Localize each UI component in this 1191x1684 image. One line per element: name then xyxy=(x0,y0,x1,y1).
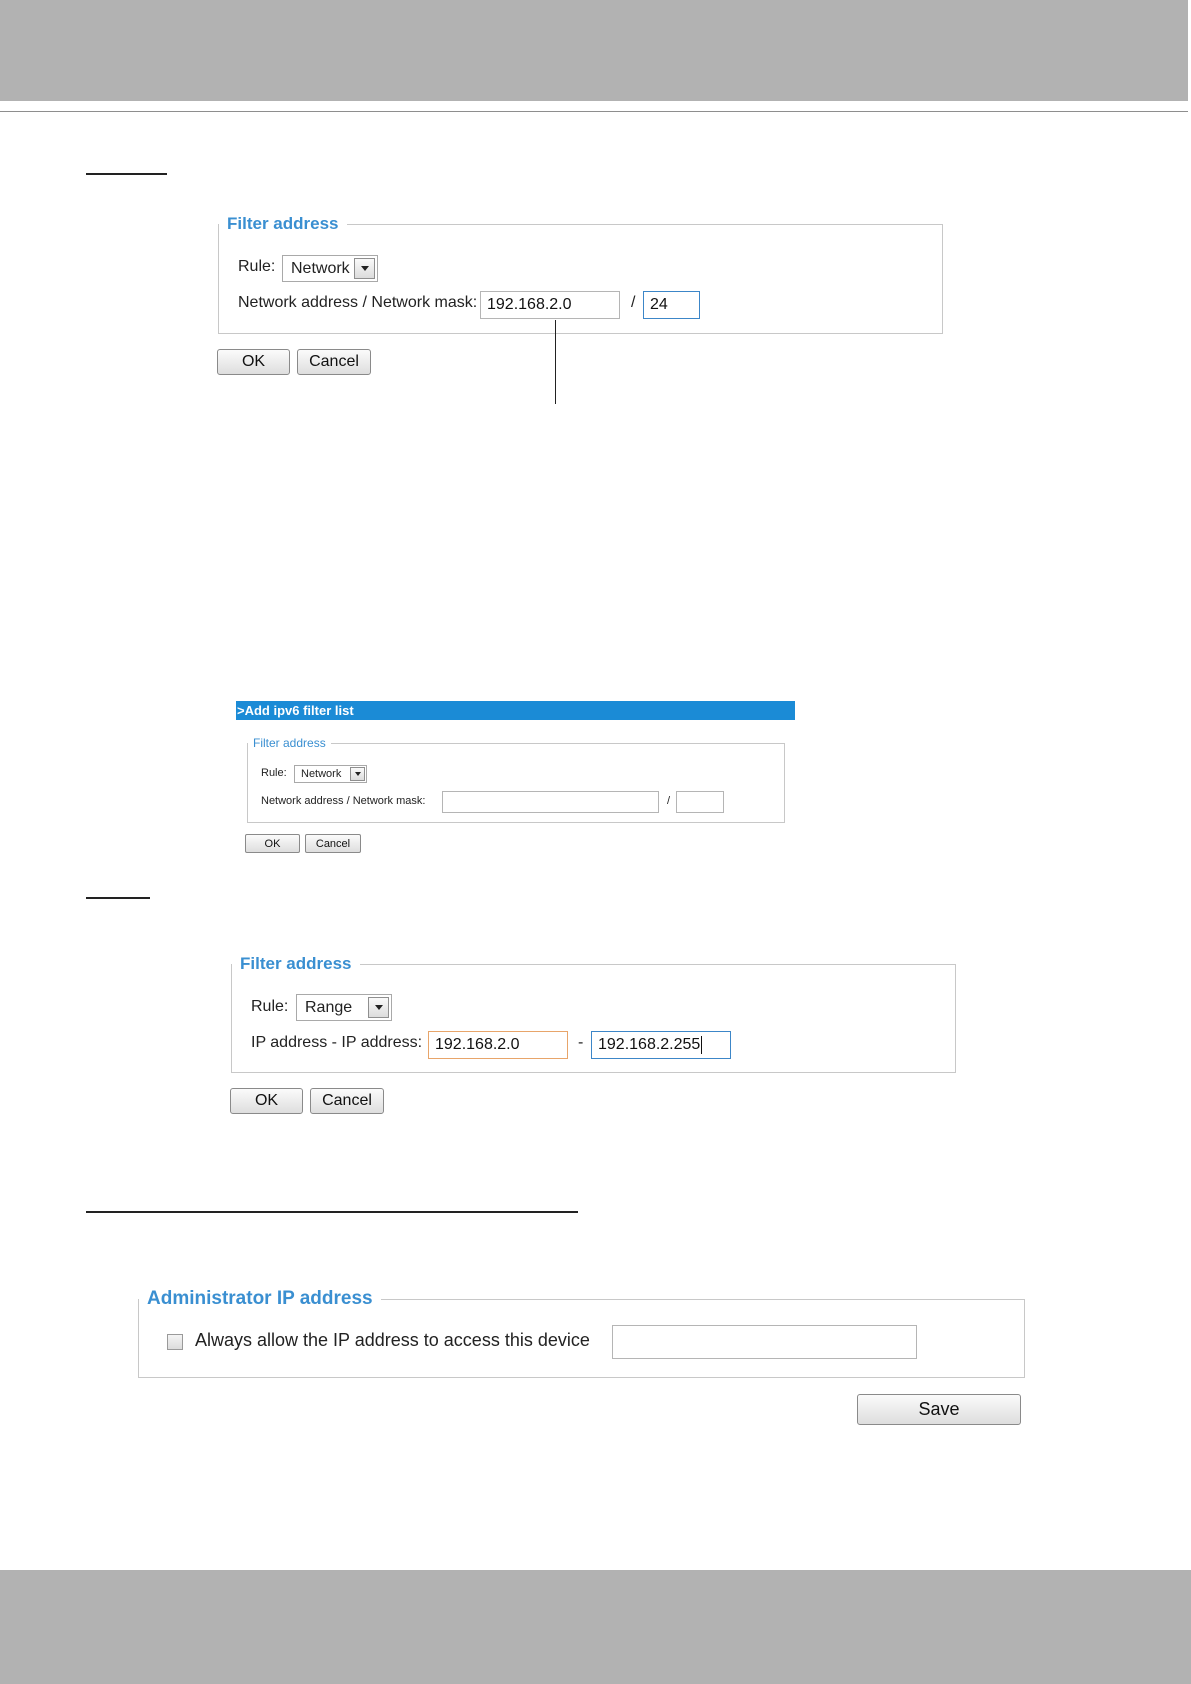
ip-end-value: 192.168.2.255 xyxy=(598,1036,701,1053)
network-address-input[interactable] xyxy=(480,291,620,319)
ip-start-input[interactable] xyxy=(428,1031,568,1059)
ok-button[interactable]: OK xyxy=(245,834,300,853)
save-button[interactable]: Save xyxy=(857,1394,1021,1425)
rule-select-value: Network xyxy=(301,768,342,780)
network-address-input[interactable] xyxy=(442,791,659,813)
mask-separator: / xyxy=(667,795,671,807)
ok-button[interactable]: OK xyxy=(217,349,290,375)
rule-label: Rule: xyxy=(238,258,276,275)
ip-end-input[interactable] xyxy=(591,1031,731,1059)
ipv6-filter-header: >Add ipv6 filter list xyxy=(236,701,795,720)
always-allow-checkbox[interactable] xyxy=(167,1334,183,1350)
callout-line xyxy=(555,320,556,404)
ip-range-label: IP address - IP address: xyxy=(251,1034,423,1051)
rule-select[interactable] xyxy=(296,994,392,1021)
header-divider xyxy=(0,111,1191,112)
cancel-button[interactable]: Cancel xyxy=(310,1088,384,1114)
chevron-down-icon xyxy=(354,258,375,279)
rule-select-value: Range xyxy=(305,998,353,1016)
fieldset-legend: Filter address xyxy=(227,214,339,233)
chevron-down-icon xyxy=(350,767,365,781)
network-mask-input[interactable] xyxy=(643,291,700,319)
section-heading-underline-network xyxy=(86,173,167,175)
section-heading-underline-range xyxy=(86,897,150,899)
network-address-label: Network address / Network mask: xyxy=(238,294,478,311)
rule-select[interactable] xyxy=(282,255,378,282)
text-caret xyxy=(701,1036,702,1054)
network-mask-input[interactable] xyxy=(676,791,724,813)
mask-separator: / xyxy=(631,294,636,311)
range-separator: - xyxy=(578,1034,584,1051)
cancel-button[interactable]: Cancel xyxy=(305,834,361,853)
cancel-button[interactable]: Cancel xyxy=(297,349,371,375)
section-heading-underline-admin xyxy=(86,1211,578,1213)
rule-label: Rule: xyxy=(261,767,287,779)
always-allow-label: Always allow the IP address to access this device xyxy=(195,1330,590,1350)
fieldset-legend: Filter address xyxy=(253,736,326,750)
rule-select[interactable] xyxy=(294,765,367,783)
fieldset-legend: Filter address xyxy=(240,954,352,973)
admin-ip-input[interactable] xyxy=(612,1325,917,1359)
footer-band xyxy=(0,1570,1191,1684)
fieldset-legend: Administrator IP address xyxy=(147,1288,373,1309)
rule-label: Rule: xyxy=(251,998,289,1015)
ok-button[interactable]: OK xyxy=(230,1088,303,1114)
chevron-down-icon xyxy=(368,997,389,1018)
rule-select-value: Network xyxy=(291,259,350,277)
header-band xyxy=(0,0,1191,101)
network-address-label: Network address / Network mask: xyxy=(261,795,426,807)
